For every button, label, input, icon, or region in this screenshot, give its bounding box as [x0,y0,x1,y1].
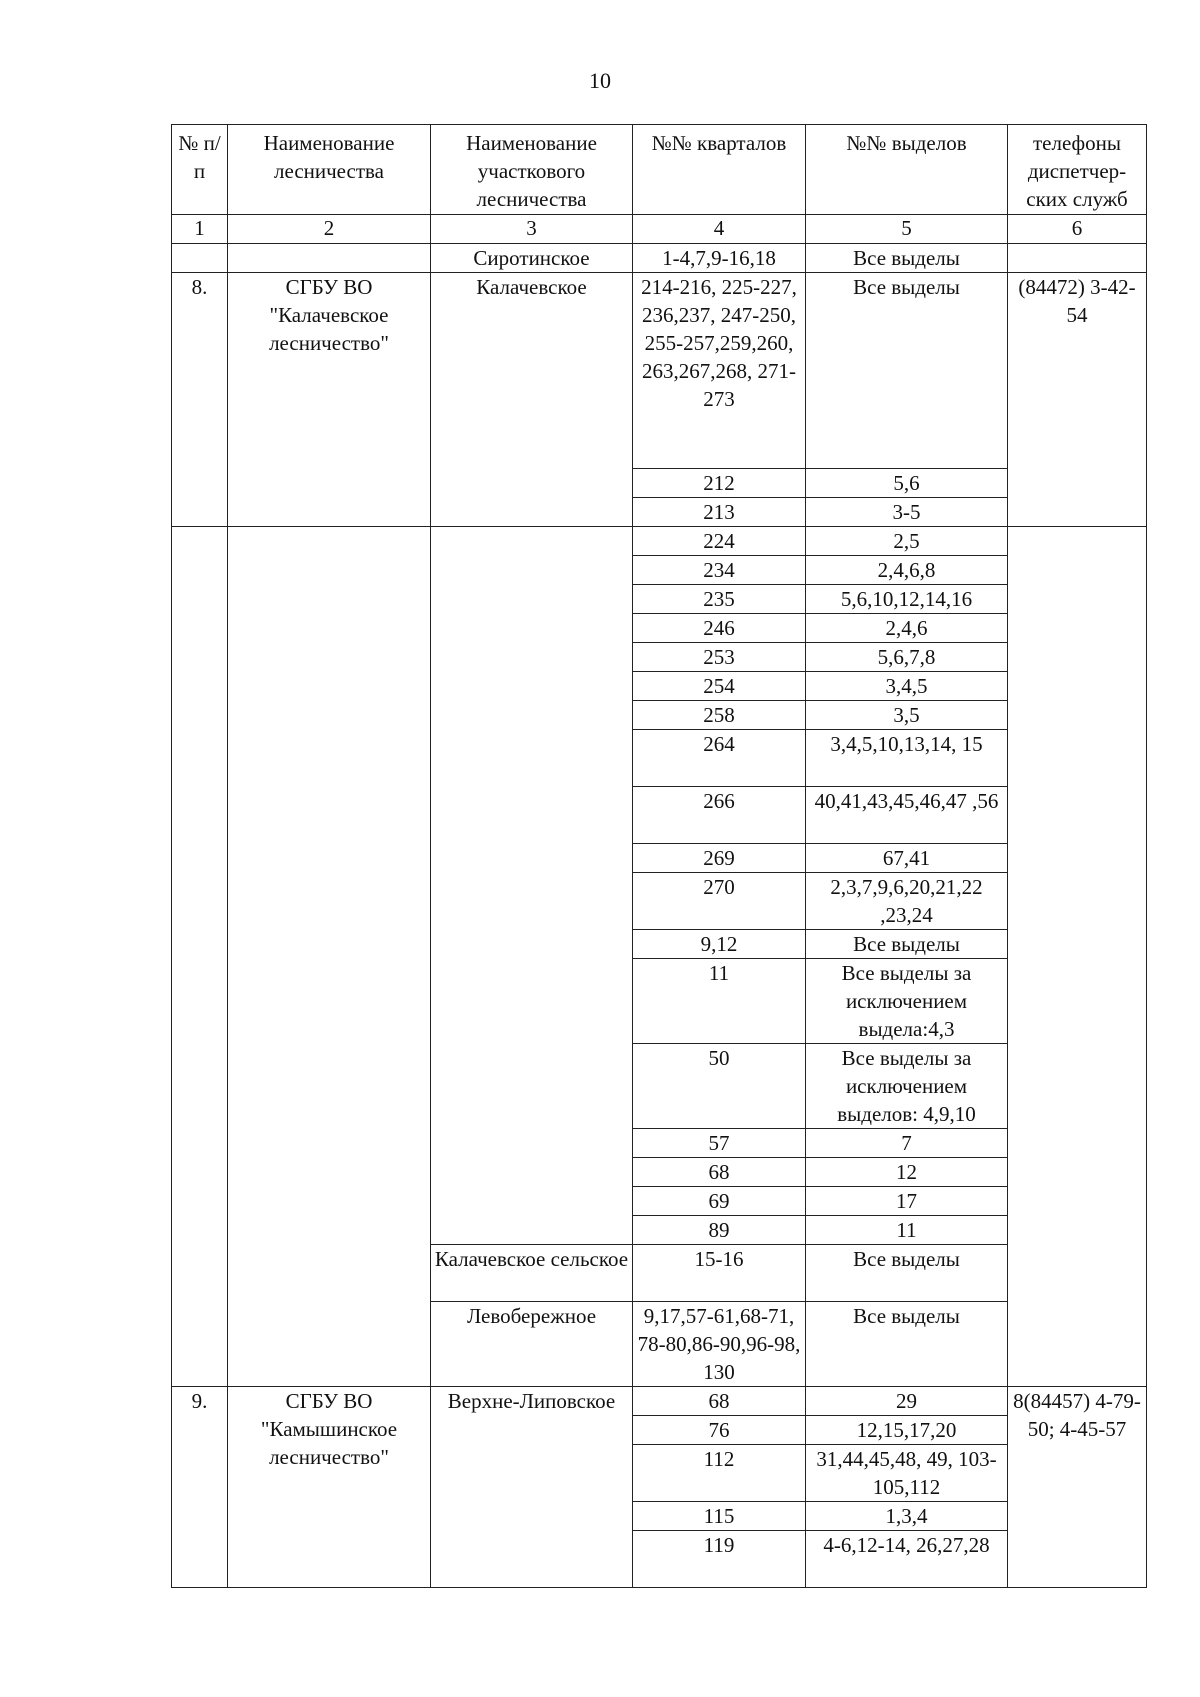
quarters-cell: 269 [633,844,806,873]
quarters-cell: 214-216, 225-227, 236,237, 247-250, 255-257,259,260, 263,267,268, 271-273 [633,273,806,469]
allotments-cell: Все выделы [806,930,1008,959]
allotments-cell: Все выделы [806,244,1008,273]
forestry-name: СГБУ ВО "Камышинское лесничество" [228,1387,431,1588]
quarters-cell: 11 [633,959,806,1044]
allotments-cell: Все выделы [806,1302,1008,1387]
quarters-cell: 264 [633,730,806,787]
quarters-cell: 50 [633,1044,806,1129]
quarters-cell: 253 [633,643,806,672]
col-number: 2 [228,215,431,244]
allotments-cell: 11 [806,1216,1008,1245]
column-number-row [172,215,1147,244]
allotments-cell: 3,5 [806,701,1008,730]
quarters-cell: 212 [633,469,806,498]
header-row [172,125,1147,215]
allotments-cell: 2,5 [806,527,1008,556]
allotments-cell: 17 [806,1187,1008,1216]
row-number: 8. [172,273,228,527]
quarters-cell: 9,17,57-61,68-71, 78-80,86-90,96-98, 130 [633,1302,806,1387]
forestry-table [171,124,1147,1588]
quarters-cell: 266 [633,787,806,844]
quarters-cell: 258 [633,701,806,730]
col-number: 1 [172,215,228,244]
allotments-cell: Все выделы [806,273,1008,469]
allotments-cell: 12 [806,1158,1008,1187]
quarters-cell: 270 [633,873,806,930]
quarters-cell: 119 [633,1531,806,1588]
row-number: 9. [172,1387,228,1588]
subforestry-name: Сиротинское [431,244,633,273]
allotments-cell: 5,6,7,8 [806,643,1008,672]
allotments-cell: Все выделы [806,1245,1008,1302]
quarters-cell: 68 [633,1387,806,1416]
quarters-cell: 89 [633,1216,806,1245]
allotments-cell: 67,41 [806,844,1008,873]
forestry-name: СГБУ ВО "Калачевское лесничество" [228,273,431,527]
table-row [172,1387,1147,1416]
quarters-cell: 112 [633,1445,806,1502]
table-row [172,527,1147,556]
subforestry-name: Верхне-Липовское [431,1387,633,1588]
subforestry-name: Калачевское сельское [431,1245,633,1302]
quarters-cell: 234 [633,556,806,585]
allotments-cell: 2,3,7,9,6,20,21,22 ,23,24 [806,873,1008,930]
quarters-cell: 68 [633,1158,806,1187]
quarters-cell: 57 [633,1129,806,1158]
allotments-cell: 3,4,5,10,13,14, 15 [806,730,1008,787]
table-row [172,273,1147,469]
allotments-cell: 5,6 [806,469,1008,498]
quarters-cell: 235 [633,585,806,614]
header-num: № п/п [172,125,228,215]
allotments-cell: 2,4,6,8 [806,556,1008,585]
allotments-cell: Все выделы за исключением выдела:4,3 [806,959,1008,1044]
subforestry-name: Калачевское [431,273,633,527]
allotments-cell: 2,4,6 [806,614,1008,643]
header-allotments: №№ выделов [806,125,1008,215]
header-forestry: Наименование лесничества [228,125,431,215]
quarters-cell: 115 [633,1502,806,1531]
quarters-cell: 9,12 [633,930,806,959]
allotments-cell: 40,41,43,45,46,47 ,56 [806,787,1008,844]
allotments-cell: 3-5 [806,498,1008,527]
quarters-cell: 213 [633,498,806,527]
allotments-cell: 4-6,12-14, 26,27,28 [806,1531,1008,1588]
header-subforestry: Наименование участкового лесничества [431,125,633,215]
quarters-cell: 76 [633,1416,806,1445]
allotments-cell: 31,44,45,48, 49, 103-105,112 [806,1445,1008,1502]
col-number: 3 [431,215,633,244]
header-quarters: №№ кварталов [633,125,806,215]
page-number: 10 [589,68,611,93]
quarters-cell: 1-4,7,9-16,18 [633,244,806,273]
quarters-cell: 15-16 [633,1245,806,1302]
quarters-cell: 69 [633,1187,806,1216]
allotments-cell: 29 [806,1387,1008,1416]
allotments-cell: 7 [806,1129,1008,1158]
table-row [172,244,1147,273]
allotments-cell: 5,6,10,12,14,16 [806,585,1008,614]
quarters-cell: 254 [633,672,806,701]
col-number: 6 [1008,215,1147,244]
allotments-cell: 3,4,5 [806,672,1008,701]
allotments-cell: Все выделы за исключением выделов: 4,9,10 [806,1044,1008,1129]
phone-cell: 8(84457) 4-79-50; 4-45-57 [1008,1387,1147,1588]
subforestry-name: Левобережное [431,1302,633,1387]
allotments-cell: 1,3,4 [806,1502,1008,1531]
col-number: 5 [806,215,1008,244]
allotments-cell: 12,15,17,20 [806,1416,1008,1445]
col-number: 4 [633,215,806,244]
quarters-cell: 246 [633,614,806,643]
quarters-cell: 224 [633,527,806,556]
phone-cell: (84472) 3-42-54 [1008,273,1147,527]
header-phones: телефоны диспетчер-ских служб [1008,125,1147,215]
